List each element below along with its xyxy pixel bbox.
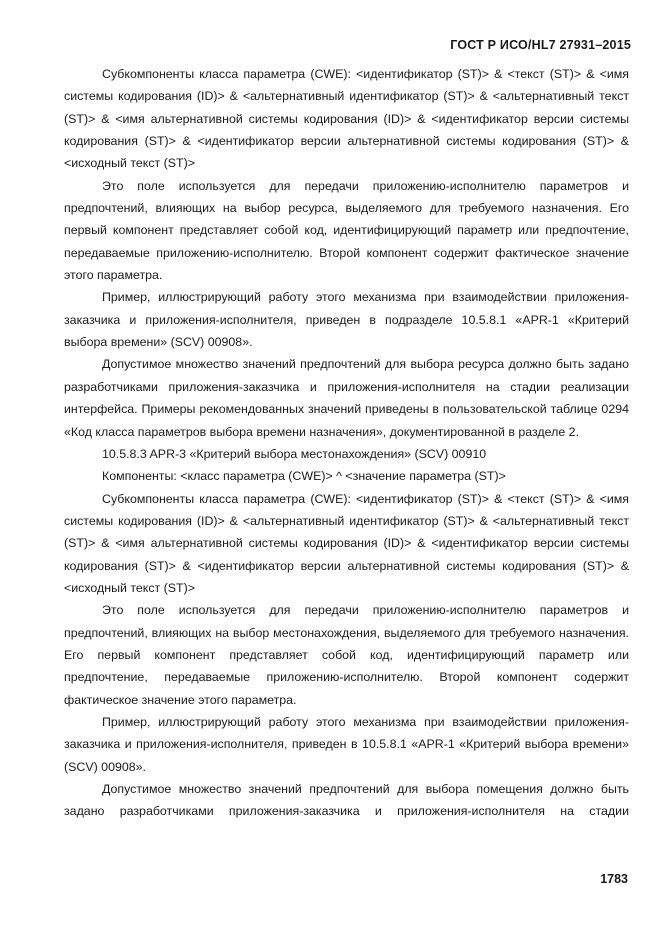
- paragraph-field-usage-2: Это поле используется для передачи приложению-исполнителю параметров и предпочтений, влияющих на выбор местонахождения, выделяемого для требуемого назначения. Его первый компонент представляет собой код, идентифицирующий параметр или предпочтение, передаваемые приложению-исполнителю. Второй компонент содержит фактическое значение этого параметра.: [64, 603, 629, 707]
- paragraph-allowed-values-2: Допустимое множество значений предпочтений для выбора помещения должно быть задано разработчиками приложения-заказчика и приложения-исполнителя на стадии: [64, 782, 629, 819]
- paragraph-example-1: Пример, иллюстрирующий работу этого механизма при взаимодействии приложения-заказчика и приложения-исполнителя, приведен в подразделе 10.5.8.1 «APR-1 «Критерий выбора времени» (SCV) 00908».: [64, 290, 629, 350]
- paragraph-example-2: Пример, иллюстрирующий работу этого механизма при взаимодействии приложения-заказчика и приложения-исполнителя, приведен в 10.5.8.1 «APR-1 «Критерий выбора времени» (SCV) 00908».: [64, 714, 629, 774]
- document-body: [64, 63, 629, 823]
- paragraph-field-usage-1: Это поле используется для передачи приложению-исполнителю параметров и предпочтений, влияющих на выбор ресурса, выделяемого для требуемого назначения. Его первый компонент представляет собой код, идентифицирующий параметр или предпочтение, передаваемые приложению-исполнителю. Второй компонент содержит фактическое значение этого параметра.: [64, 178, 629, 283]
- page-number: 1783: [600, 872, 628, 886]
- paragraph-subcomponents-1: Субкомпоненты класса параметра (CWE): <идентификатор (ST)> & <текст (ST)> & <имя системы кодирования (ID)> & <альтернативный идентификатор (ST)> & <альтернативный текст (ST)> & <имя альтернативной системы кодирования (ID)> & <идентификатор версии системы кодирования (ST)> & <идентификатор версии альтернативной системы кодирования (ST)> & <исходный текст (ST)>: [64, 67, 629, 171]
- standard-header: ГОСТ Р ИСО/HL7 27931–2015: [450, 38, 631, 52]
- section-heading-apr3: 10.5.8.3 APR-3 «Критерий выбора местонахождения» (SCV) 00910: [102, 446, 487, 461]
- paragraph-components: Компоненты: <класс параметра (CWE)> ^ <значение параметра (ST)>: [102, 469, 506, 484]
- paragraph-allowed-values-1: Допустимое множество значений предпочтений для выбора ресурса должно быть задано разработчиками приложения-заказчика и приложения-исполнителя на стадии реализации интерфейса. Примеры рекомендованных значений приведены в пользовательской таблице 0294 «Код класса параметров выбора времени назначения», документированной в разделе 2.: [64, 357, 629, 439]
- paragraph-subcomponents-2: Субкомпоненты класса параметра (CWE): <идентификатор (ST)> & <текст (ST)> & <имя системы кодирования (ID)> & <альтернативный идентификатор (ST)> & <альтернативный текст (ST)> & <имя альтернативной системы кодирования (ID)> & <идентификатор версии системы кодирования (ST)> & <идентификатор версии альтернативной системы кодирования (ST)> & <исходный текст (ST)>: [64, 491, 629, 595]
